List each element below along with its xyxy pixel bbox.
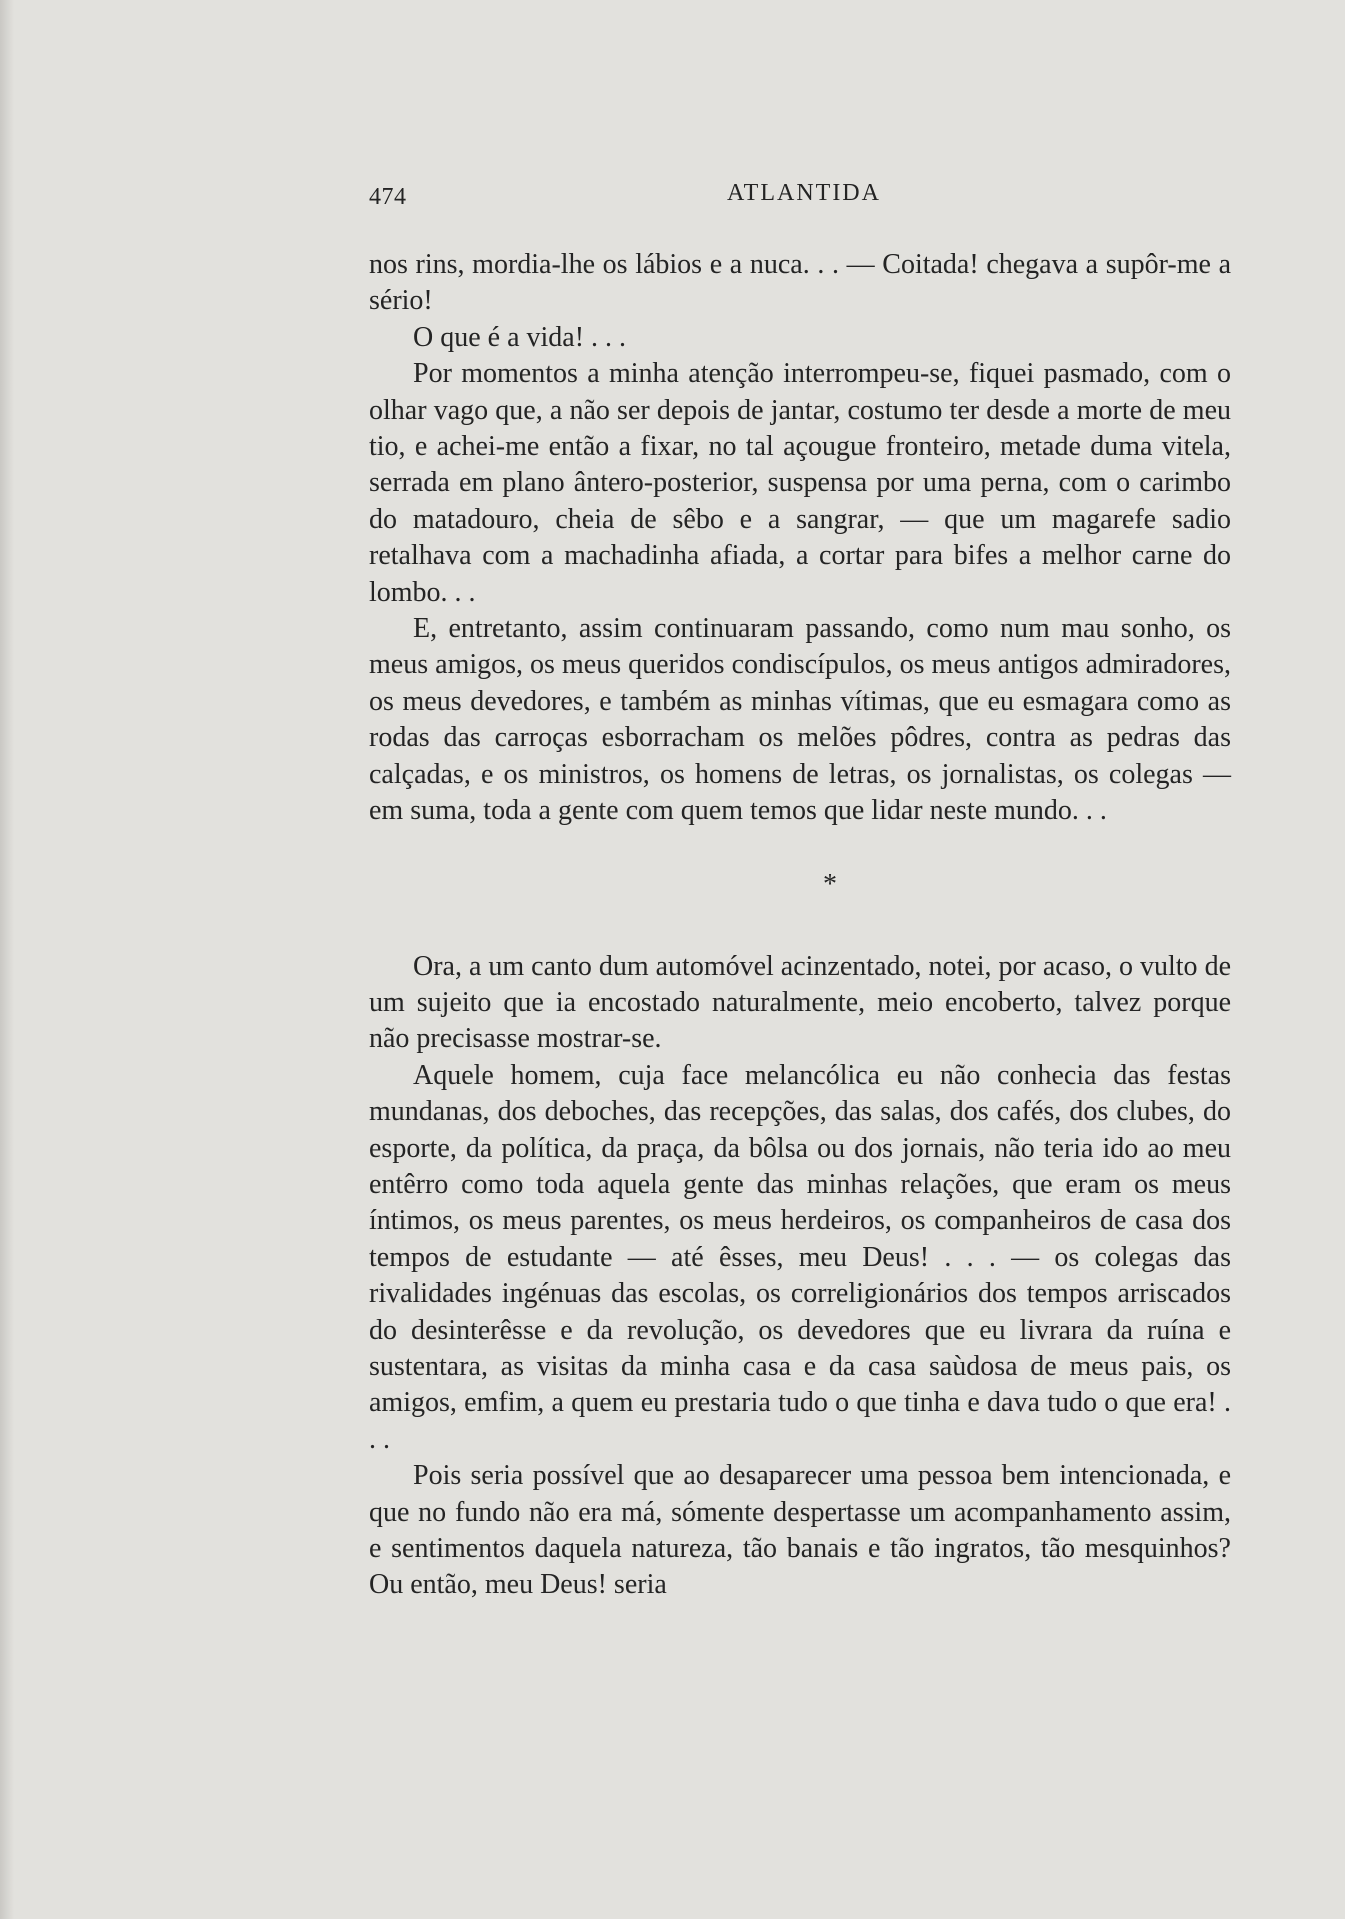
running-head — [369, 180, 1239, 220]
running-title: ATLANTIDA — [727, 180, 881, 206]
paragraph: Por momentos a minha atenção interrompeu-se, fiquei pasmado, com o olhar vago que, a não ser depois de jantar, costumo ter desde a morte de meu tio, e achei-me então a fixar, no tal açougue fronteiro, metade duma vitela, serrada em plano ântero-posterior, suspensa por uma perna, com o carimbo do matadouro, cheia de sêbo e a sangrar, — que um magarefe sadio retalhava com a machadinha afiada, a cortar para bifes a melhor carne do lombo. . . — [369, 358, 1231, 608]
body-text — [369, 247, 1231, 1604]
page-number: 474 — [369, 184, 407, 210]
page-edge-shadow — [0, 0, 14, 1919]
paragraph: Ora, a um canto dum automóvel acinzentado, notei, por acaso, o vulto de um sujeito que ia encostado naturalmente, meio encoberto, talvez porque não precisasse mostrar-se. — [369, 950, 1231, 1055]
section-break-asterisk: * — [823, 868, 837, 900]
paragraph-continued: nos rins, mordia-lhe os lábios e a nuca. . . — Coitada! chegava a supôr-me a sério! — [369, 249, 1231, 317]
paragraph: Pois seria possível que ao desaparecer uma pessoa bem intencionada, e que no fundo não era má, sómente despertasse um acompanhamento assim, e sentimentos daquela natureza, tão banais e tão ingratos, tão mesquinhos? Ou então, meu Deus! seria — [369, 1460, 1231, 1601]
paragraph: E, entretanto, assim continuaram passando, como num mau sonho, os meus amigos, os meus queridos condiscípulos, os meus antigos admiradores, os meus devedores, e também as minhas vítimas, que eu esmagara como as rodas das carroças esborracham os melões pôdres, contra as pedras das calçadas, e os ministros, os homens de letras, os jornalistas, os colegas — em suma, toda a gente com quem temos que lidar neste mundo. . . — [369, 613, 1231, 827]
paragraph: O que é a vida! . . . — [413, 321, 627, 353]
paragraph: Aquele homem, cuja face melancólica eu não conhecia das festas mundanas, dos deboches, das recepções, das salas, dos cafés, dos clubes, do esporte, da política, da praça, da bôlsa ou dos jornais, não teria ido ao meu entêrro como toda aquela gente das minhas relações, que eram os meus íntimos, os meus parentes, os meus herdeiros, os companheiros de casa dos tempos de estudante — até êsses, meu Deus! . . . — os colegas das rivalidades ingénuas das escolas, os correligionários dos tempos arriscados do desinterêsse e da revolução, os devedores que eu livrara da ruína e sustentara, as visitas da minha casa e da casa saùdosa de meus pais, os amigos, emfim, a quem eu prestaria tudo o que tinha e dava tudo o que era! . . . — [369, 1059, 1231, 1455]
